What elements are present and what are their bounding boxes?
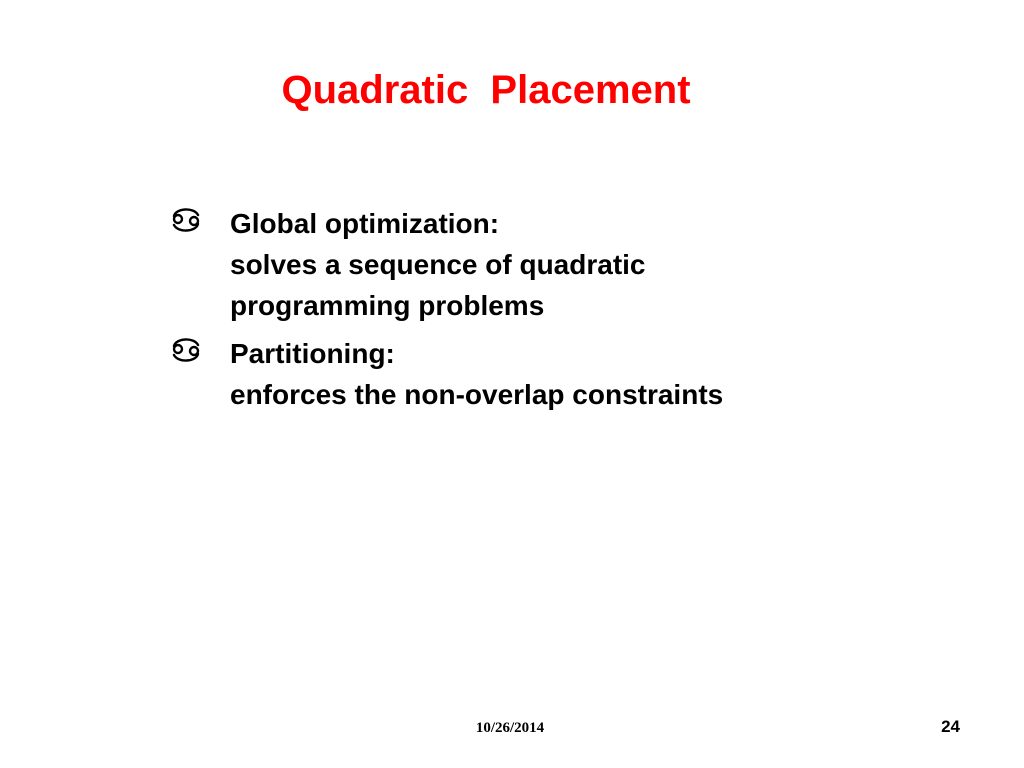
bullet-text <box>230 203 928 326</box>
slide-title: Quadratic Placement <box>281 68 691 112</box>
bullet-list <box>168 203 928 422</box>
bullet-heading: Global optimization: <box>230 208 500 239</box>
bullet-item <box>168 333 928 415</box>
bullet-text <box>230 333 928 415</box>
bullet-heading: Partitioning: <box>230 338 395 369</box>
footer-date: 10/26/2014 <box>475 720 545 736</box>
cancer-zodiac-bullet-icon <box>168 205 204 235</box>
cancer-zodiac-bullet-icon <box>168 335 204 365</box>
bullet-line: solves a sequence of quadratic <box>230 249 646 280</box>
bullet-line: programming problems <box>230 290 545 321</box>
bullet-line: enforces the non-overlap constraints <box>230 379 724 410</box>
page-number: 24 <box>941 717 960 736</box>
bullet-item <box>168 203 928 326</box>
